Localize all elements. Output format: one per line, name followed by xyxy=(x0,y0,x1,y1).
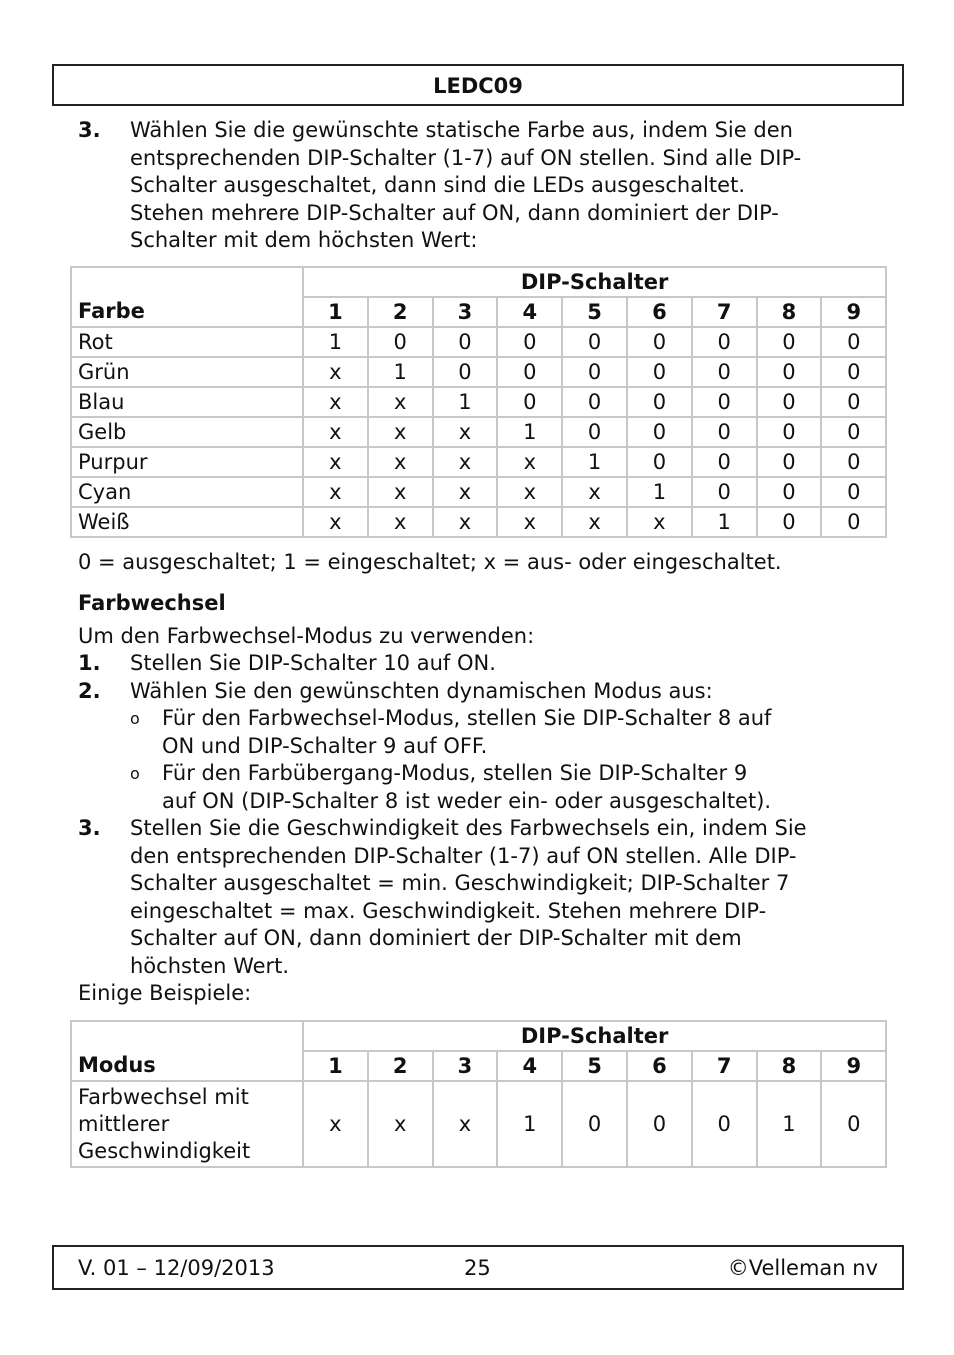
sub-item-farbuebergang xyxy=(78,760,878,815)
row-label-line: Geschwindigkeit xyxy=(78,1138,251,1163)
table-cell: 0 xyxy=(692,387,757,417)
table-cell: x xyxy=(627,507,692,537)
table-cell: 0 xyxy=(433,327,498,357)
column-header: 5 xyxy=(562,297,627,327)
table-cell: 0 xyxy=(368,327,433,357)
table-cell: 0 xyxy=(821,387,886,417)
table-cell: 0 xyxy=(757,417,822,447)
table-cell: 1 xyxy=(303,327,368,357)
step-number: 2. xyxy=(78,678,101,703)
row-label xyxy=(71,1081,303,1167)
table-cell: 0 xyxy=(821,447,886,477)
table-header-modus: Modus xyxy=(71,1021,303,1081)
table-cell: 0 xyxy=(627,327,692,357)
sub-line: auf ON (DIP-Schalter 8 ist weder ein- oder ausgeschaltet). xyxy=(162,788,772,813)
step-line: Stellen Sie die Geschwindigkeit des Farbwechsels ein, indem Sie xyxy=(130,816,807,840)
table-cell: x xyxy=(368,507,433,537)
table-cell: 0 xyxy=(692,447,757,477)
column-header: 9 xyxy=(821,297,886,327)
table-group-header: DIP-Schalter xyxy=(303,267,886,297)
table-cell: 0 xyxy=(757,447,822,477)
step-3 xyxy=(78,815,878,980)
table-cell: 0 xyxy=(821,417,886,447)
table-cell: 1 xyxy=(692,507,757,537)
color-dip-table xyxy=(70,266,887,538)
table-cell: x xyxy=(433,1081,498,1167)
table-cell: 0 xyxy=(692,417,757,447)
table-cell: 0 xyxy=(562,357,627,387)
table-cell: x xyxy=(303,477,368,507)
table-row xyxy=(71,357,886,387)
column-header: 7 xyxy=(692,297,757,327)
row-label: Purpur xyxy=(71,447,303,477)
table-cell: 0 xyxy=(627,357,692,387)
column-header: 7 xyxy=(692,1051,757,1081)
table-cell: x xyxy=(368,447,433,477)
document-title: LEDC09 xyxy=(433,74,523,98)
step-number: 3. xyxy=(78,118,101,142)
step-text: Wählen Sie den gewünschten dynamischen Modus aus: xyxy=(130,678,713,703)
page-footer xyxy=(52,1245,904,1290)
column-header: 5 xyxy=(562,1051,627,1081)
table-cell: x xyxy=(303,447,368,477)
table-row xyxy=(71,507,886,537)
step-text: Stellen Sie DIP-Schalter 10 auf ON. xyxy=(130,651,496,675)
bullet-icon: o xyxy=(130,764,140,783)
step-line: eingeschaltet = max. Geschwindigkeit. Stehen mehrere DIP- xyxy=(130,898,767,923)
column-header: 8 xyxy=(757,297,822,327)
column-header: 3 xyxy=(433,1051,498,1081)
step-line: Schalter ausgeschaltet, dann sind die LEDs ausgeschaltet. xyxy=(130,173,745,197)
table-cell: 0 xyxy=(821,1081,886,1167)
table-row xyxy=(71,447,886,477)
column-header: 4 xyxy=(497,1051,562,1081)
table-cell: 1 xyxy=(497,1081,562,1167)
table-cell: 0 xyxy=(821,507,886,537)
row-label: Blau xyxy=(71,387,303,417)
table-cell: 0 xyxy=(757,357,822,387)
table-cell: 0 xyxy=(821,357,886,387)
row-label-line: Farbwechsel mit xyxy=(78,1084,249,1109)
table-cell: 0 xyxy=(757,507,822,537)
table-cell: x xyxy=(303,507,368,537)
table-row xyxy=(71,1081,886,1167)
table-cell: 0 xyxy=(692,477,757,507)
table-cell: 1 xyxy=(757,1081,822,1167)
column-header: 6 xyxy=(627,1051,692,1081)
table-cell: x xyxy=(497,507,562,537)
table-cell: x xyxy=(433,417,498,447)
column-header: 6 xyxy=(627,297,692,327)
table-row xyxy=(71,327,886,357)
table-cell: 1 xyxy=(433,387,498,417)
footer-copyright: ©Velleman nv xyxy=(727,1256,878,1280)
column-header: 2 xyxy=(368,1051,433,1081)
step-number: 3. xyxy=(78,816,101,840)
step-number: 1. xyxy=(78,651,101,675)
bullet-icon: o xyxy=(130,709,140,728)
row-label: Grün xyxy=(71,357,303,387)
row-label-line: mittlerer xyxy=(78,1111,170,1136)
static-color-step xyxy=(78,117,878,255)
table-cell: x xyxy=(368,387,433,417)
footer-version: V. 01 – 12/09/2013 xyxy=(78,1256,275,1280)
step-line: Schalter auf ON, dann dominiert der DIP-Schalter mit dem xyxy=(130,926,742,950)
section-intro: Um den Farbwechsel-Modus zu verwenden: xyxy=(78,623,535,648)
column-header: 1 xyxy=(303,1051,368,1081)
farbwechsel-section xyxy=(78,590,878,1008)
table-cell: 0 xyxy=(757,477,822,507)
table-cell: x xyxy=(303,1081,368,1167)
step-line: den entsprechenden DIP-Schalter (1-7) auf ON stellen. Alle DIP- xyxy=(130,843,797,868)
table-cell: x xyxy=(433,477,498,507)
row-label: Gelb xyxy=(71,417,303,447)
column-header: 3 xyxy=(433,297,498,327)
step-line: Schalter mit dem höchsten Wert: xyxy=(130,228,478,252)
sub-line: ON und DIP-Schalter 9 auf OFF. xyxy=(162,733,488,758)
table-cell: 0 xyxy=(757,387,822,417)
table-cell: x xyxy=(497,477,562,507)
footer-page-number: 25 xyxy=(464,1256,491,1280)
row-label: Rot xyxy=(71,327,303,357)
step-line: Schalter ausgeschaltet = min. Geschwindigkeit; DIP-Schalter 7 xyxy=(130,871,790,895)
table-cell: 0 xyxy=(562,387,627,417)
table-cell: 0 xyxy=(627,1081,692,1167)
step-line: entsprechenden DIP-Schalter (1-7) auf ON stellen. Sind alle DIP- xyxy=(130,145,802,170)
table-cell: 0 xyxy=(497,327,562,357)
column-header: 8 xyxy=(757,1051,822,1081)
table-cell: 0 xyxy=(562,327,627,357)
section-heading: Farbwechsel xyxy=(78,591,226,615)
table-cell: 0 xyxy=(821,327,886,357)
table-legend: 0 = ausgeschaltet; 1 = eingeschaltet; x = aus- oder eingeschaltet. xyxy=(78,550,782,574)
table-cell: 0 xyxy=(757,327,822,357)
table-cell: x xyxy=(368,1081,433,1167)
table-group-header: DIP-Schalter xyxy=(303,1021,886,1051)
mode-dip-table xyxy=(70,1020,887,1168)
step-2 xyxy=(78,678,878,706)
column-header: 4 xyxy=(497,297,562,327)
step-line: höchsten Wert. xyxy=(130,953,290,978)
table-cell: 0 xyxy=(562,417,627,447)
column-header: 1 xyxy=(303,297,368,327)
table-cell: x xyxy=(497,447,562,477)
step-1 xyxy=(78,650,878,678)
table-cell: 1 xyxy=(562,447,627,477)
step-line: Wählen Sie die gewünschte statische Farbe aus, indem Sie den xyxy=(130,118,793,142)
table-row xyxy=(71,417,886,447)
table-cell: x xyxy=(562,477,627,507)
table-cell: x xyxy=(303,417,368,447)
step-line: Stehen mehrere DIP-Schalter auf ON, dann dominiert der DIP- xyxy=(130,200,779,225)
table-cell: x xyxy=(368,477,433,507)
table-cell: 0 xyxy=(821,477,886,507)
table-cell: 1 xyxy=(627,477,692,507)
table-row xyxy=(71,387,886,417)
table-cell: x xyxy=(303,387,368,417)
table-cell: 1 xyxy=(368,357,433,387)
table-cell: x xyxy=(368,417,433,447)
table-cell: 0 xyxy=(627,387,692,417)
table-cell: 0 xyxy=(497,357,562,387)
table-cell: x xyxy=(433,507,498,537)
column-header: 9 xyxy=(821,1051,886,1081)
table-cell: x xyxy=(303,357,368,387)
table-cell: 0 xyxy=(627,417,692,447)
page-header xyxy=(52,64,904,106)
column-header: 2 xyxy=(368,297,433,327)
table-header-farbe: Farbe xyxy=(71,267,303,327)
table-cell: 0 xyxy=(692,357,757,387)
table-cell: 0 xyxy=(433,357,498,387)
table-cell: x xyxy=(433,447,498,477)
sub-item-farbwechsel xyxy=(78,705,878,760)
table-cell: 0 xyxy=(692,1081,757,1167)
row-label: Weiß xyxy=(71,507,303,537)
table-cell: 0 xyxy=(562,1081,627,1167)
table-row xyxy=(71,477,886,507)
table-cell: 1 xyxy=(497,417,562,447)
table-cell: 0 xyxy=(627,447,692,477)
table-cell: 0 xyxy=(497,387,562,417)
table-cell: x xyxy=(562,507,627,537)
examples-label: Einige Beispiele: xyxy=(78,981,252,1005)
sub-line: Für den Farbübergang-Modus, stellen Sie DIP-Schalter 9 xyxy=(162,761,748,785)
row-label: Cyan xyxy=(71,477,303,507)
table-cell: 0 xyxy=(692,327,757,357)
sub-line: Für den Farbwechsel-Modus, stellen Sie DIP-Schalter 8 auf xyxy=(162,706,772,730)
